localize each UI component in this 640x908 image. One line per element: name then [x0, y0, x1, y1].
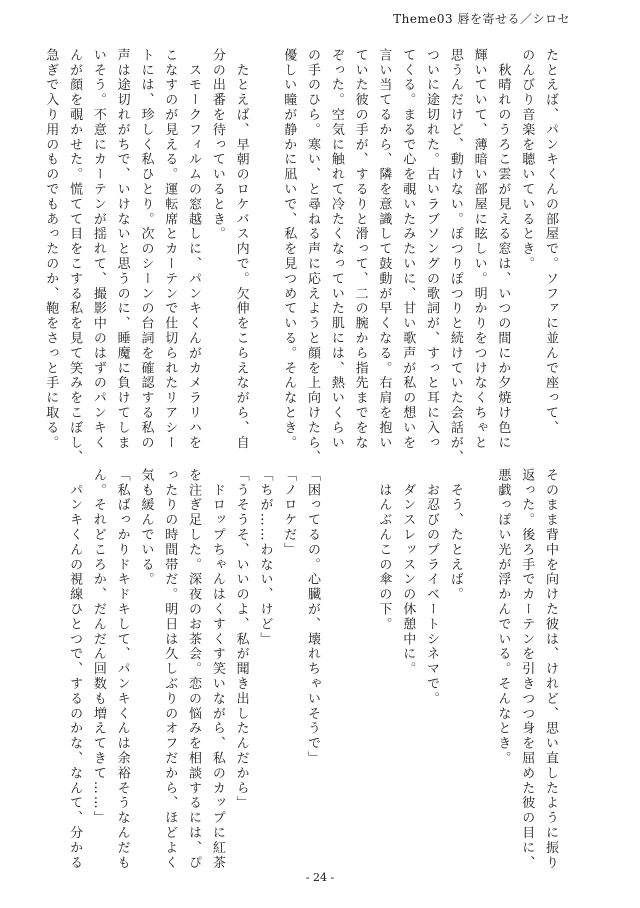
text-line: 声は途切れがちで、いけないと思うのに、睡魔に負けてしま — [114, 48, 130, 451]
text-line: お忍びのプライベートシネマで。 — [424, 468, 440, 707]
text-line: ったりの時間帯だ。明日は久しぶりのオフだから、ほどよく — [162, 468, 178, 871]
text-line: はんぶんこの傘の下。 — [376, 468, 392, 632]
text-line: ぞった。空気に触れて冷たくなっていた肌には、熱いくらい — [328, 48, 344, 451]
text-line: いそう。不意にカーテンが揺れて、撮影中のはずのパンキく — [90, 48, 106, 451]
text-line: 「私ばっかりドキドキして、パンキくんは余裕そうなんだも — [114, 468, 130, 871]
text-line: を注ぎ足した。深夜のお茶会。恋の悩みを相談するには、ぴ — [186, 468, 202, 871]
body-text-lower — [62, 468, 562, 871]
text-line: ダンスレッスンの休憩中に。 — [400, 468, 416, 677]
text-line — [348, 468, 372, 863]
page-number: - 24 - — [305, 871, 335, 884]
text-line: のんびり音楽を聴いているとき。 — [519, 48, 535, 272]
text-line: たとえば、パンキくんの部屋で。ソファに並んで座って、 — [543, 48, 558, 436]
text-line: んが顔を覗かせた。慌てて目をこする私を見て笑みをこぼし、 — [67, 48, 83, 466]
text-line: 悪戯っぽい光が浮かんでいる。そんなとき。 — [495, 468, 511, 766]
text-line: ドロップちゃんはくすくす笑いながら、私のカップに紅茶 — [209, 468, 225, 871]
text-line: 秋晴れのうろこ雲が見える窓は、いつの間にか夕焼け色に — [495, 48, 511, 451]
text-line: 優しい瞳が静かに凪いで、私を見つめている。そんなとき。 — [281, 48, 297, 451]
text-line: ん。それどころか、だんだん回数も増えてきて……」 — [90, 468, 106, 826]
text-line: ついに途切れた。古いラブソングの歌詞が、すっと耳に入っ — [424, 48, 440, 451]
text-line: 思うんだけど、動けない。ぽつりぽつりと続けていた会話が、 — [447, 48, 463, 466]
text-line: トには、珍しく私ひとり。次のシーンの台詞を確認する私の — [138, 48, 154, 451]
text-line — [467, 468, 491, 863]
text-line — [253, 48, 277, 443]
text-line: 言い当てるから、隣を意識して鼓動が早くなる。右肩を抱い — [376, 48, 392, 451]
text-line: スモークフィルムの窓越しに、パンキくんがカメラリハを — [186, 48, 202, 451]
text-line: 急ぎで入り用のものでもあったのか、鞄をさっと手に取る。 — [43, 48, 59, 451]
text-line: こなすのが見える。運転席とカーテンで仕切られたリアシー — [162, 48, 178, 451]
text-line: ていた彼の手が、するりと滑って、二の腕から指先までをな — [352, 48, 368, 451]
text-line: 輝いていて、薄暗い部屋に眩しい。明かりをつけなくちゃと — [471, 48, 487, 451]
text-line: そう、たとえば。 — [447, 468, 463, 603]
text-line: パンキくんの視線ひとつで、するのかな、なんて、分かる — [67, 468, 83, 871]
body-text-upper — [38, 48, 562, 466]
text-line: の手のひら。寒い、と尋ねる声に応えようと顔を上向けたら、 — [305, 48, 321, 466]
text-line: 「ちが……わない、けど」 — [257, 468, 273, 647]
text-line: 「ノロケだ」 — [281, 468, 297, 558]
running-title: Theme03 唇を寄せる／シロセ — [393, 12, 570, 26]
text-line: 気も緩んでいる。 — [138, 468, 154, 588]
text-line: 「うそうそ、いいのよ、私が聞き出したんだから」 — [233, 468, 249, 811]
text-line: たとえば、早朝のロケバス内で。欠伸をこらえながら、自 — [233, 48, 249, 451]
text-line — [324, 468, 348, 863]
text-line: 返った。後ろ手でカーテンを引きつつ身を屈めた彼の目に、 — [519, 468, 535, 871]
text-line: 「困ってるの。心臓が、壊れちゃいそうで」 — [305, 468, 321, 766]
text-line: 分の出番を待っているとき。 — [209, 48, 225, 242]
text-line: てくる。まるで心を覗いたみたいに、甘い歌声が私の想いを — [400, 48, 416, 451]
text-line: そのまま背中を向けた彼は、けれど、思い直したように振り — [543, 468, 558, 871]
